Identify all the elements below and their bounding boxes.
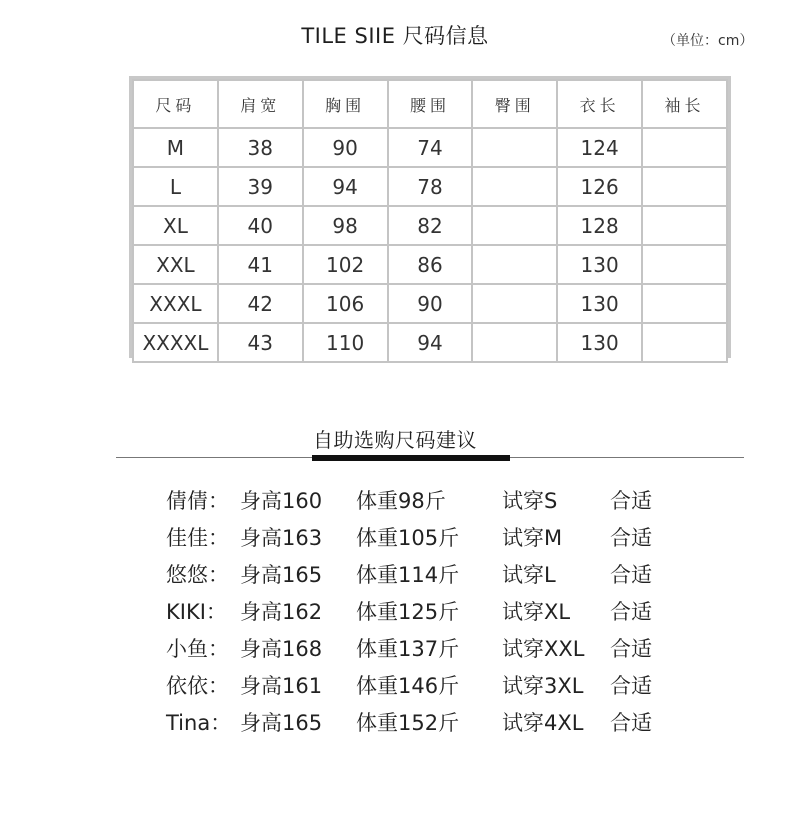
model-name: 倩倩：	[166, 489, 229, 513]
model-height: 身高160	[240, 489, 323, 513]
model-name: Tina：	[166, 711, 232, 735]
list-item	[0, 559, 790, 593]
cell-size: XXL	[133, 245, 218, 284]
model-fit: 合适	[610, 600, 652, 624]
model-height: 身高165	[240, 711, 323, 735]
cell-waist: 86	[388, 245, 473, 284]
cell-shoulder: 43	[218, 323, 303, 362]
cell-length: 128	[557, 206, 642, 245]
cell-shoulder: 39	[218, 167, 303, 206]
cell-bust: 106	[303, 284, 388, 323]
model-weight: 体重137斤	[356, 637, 460, 661]
cell-length: 126	[557, 167, 642, 206]
cell-waist: 82	[388, 206, 473, 245]
model-height: 身高161	[240, 674, 323, 698]
cell-bust: 98	[303, 206, 388, 245]
header-bust: 胸围	[303, 80, 388, 128]
model-size: 试穿XXL	[502, 637, 585, 661]
model-height: 身高165	[240, 563, 323, 587]
model-fit: 合适	[610, 489, 652, 513]
cell-size: XXXXL	[133, 323, 218, 362]
cell-bust: 102	[303, 245, 388, 284]
list-item	[0, 485, 790, 519]
model-fit: 合适	[610, 711, 652, 735]
header-length: 衣长	[557, 80, 642, 128]
model-height: 身高168	[240, 637, 323, 661]
header-hip: 臀围	[472, 80, 557, 128]
cell-sleeve	[642, 128, 727, 167]
model-weight: 体重114斤	[356, 563, 460, 587]
cell-bust: 90	[303, 128, 388, 167]
model-size: 试穿4XL	[502, 711, 584, 735]
model-weight: 体重146斤	[356, 674, 460, 698]
header-waist: 腰围	[388, 80, 473, 128]
size-table-frame	[129, 76, 731, 358]
cell-length: 130	[557, 323, 642, 362]
cell-waist: 78	[388, 167, 473, 206]
cell-waist: 90	[388, 284, 473, 323]
cell-length: 124	[557, 128, 642, 167]
cell-sleeve	[642, 323, 727, 362]
list-item	[0, 670, 790, 704]
model-name: 依依：	[166, 674, 229, 698]
cell-hip	[472, 284, 557, 323]
unit-label: （单位：cm）	[662, 33, 754, 49]
cell-size: L	[133, 167, 218, 206]
size-table	[132, 79, 728, 363]
cell-hip	[472, 245, 557, 284]
section-title-underline	[312, 455, 510, 461]
cell-length: 130	[557, 245, 642, 284]
cell-size: M	[133, 128, 218, 167]
cell-hip	[472, 323, 557, 362]
model-weight: 体重152斤	[356, 711, 460, 735]
cell-shoulder: 38	[218, 128, 303, 167]
model-fit: 合适	[610, 563, 652, 587]
cell-shoulder: 40	[218, 206, 303, 245]
table-row	[133, 167, 727, 206]
list-item	[0, 707, 790, 741]
cell-size: XXXL	[133, 284, 218, 323]
table-row	[133, 284, 727, 323]
model-weight: 体重98斤	[356, 489, 446, 513]
model-height: 身高162	[240, 600, 323, 624]
model-weight: 体重105斤	[356, 526, 460, 550]
model-size: 试穿S	[502, 489, 558, 513]
size-table-header-row	[133, 80, 727, 128]
cell-waist: 74	[388, 128, 473, 167]
model-size: 试穿3XL	[502, 674, 584, 698]
cell-hip	[472, 206, 557, 245]
cell-waist: 94	[388, 323, 473, 362]
cell-shoulder: 41	[218, 245, 303, 284]
cell-hip	[472, 167, 557, 206]
cell-length: 130	[557, 284, 642, 323]
model-height: 身高163	[240, 526, 323, 550]
model-name: KIKI：	[166, 600, 227, 624]
model-weight: 体重125斤	[356, 600, 460, 624]
model-size: 试穿L	[502, 563, 556, 587]
table-row	[133, 245, 727, 284]
cell-sleeve	[642, 167, 727, 206]
cell-sleeve	[642, 206, 727, 245]
cell-size: XL	[133, 206, 218, 245]
table-row	[133, 323, 727, 362]
list-item	[0, 633, 790, 667]
cell-sleeve	[642, 284, 727, 323]
page-title: TILE SIIE 尺码信息	[301, 24, 489, 48]
model-fit: 合适	[610, 526, 652, 550]
header-sleeve: 袖长	[642, 80, 727, 128]
model-fit: 合适	[610, 674, 652, 698]
header-shoulder: 肩宽	[218, 80, 303, 128]
model-size: 试穿M	[502, 526, 563, 550]
cell-bust: 94	[303, 167, 388, 206]
model-name: 佳佳：	[166, 526, 229, 550]
model-name: 小鱼：	[166, 637, 229, 661]
cell-bust: 110	[303, 323, 388, 362]
header-size: 尺码	[133, 80, 218, 128]
model-fit: 合适	[610, 637, 652, 661]
cell-sleeve	[642, 245, 727, 284]
table-row	[133, 128, 727, 167]
recommendation-title: 自助选购尺码建议	[313, 428, 477, 452]
model-size: 试穿XL	[502, 600, 571, 624]
cell-shoulder: 42	[218, 284, 303, 323]
cell-hip	[472, 128, 557, 167]
list-item	[0, 596, 790, 630]
list-item	[0, 522, 790, 556]
model-name: 悠悠：	[166, 563, 229, 587]
table-row	[133, 206, 727, 245]
